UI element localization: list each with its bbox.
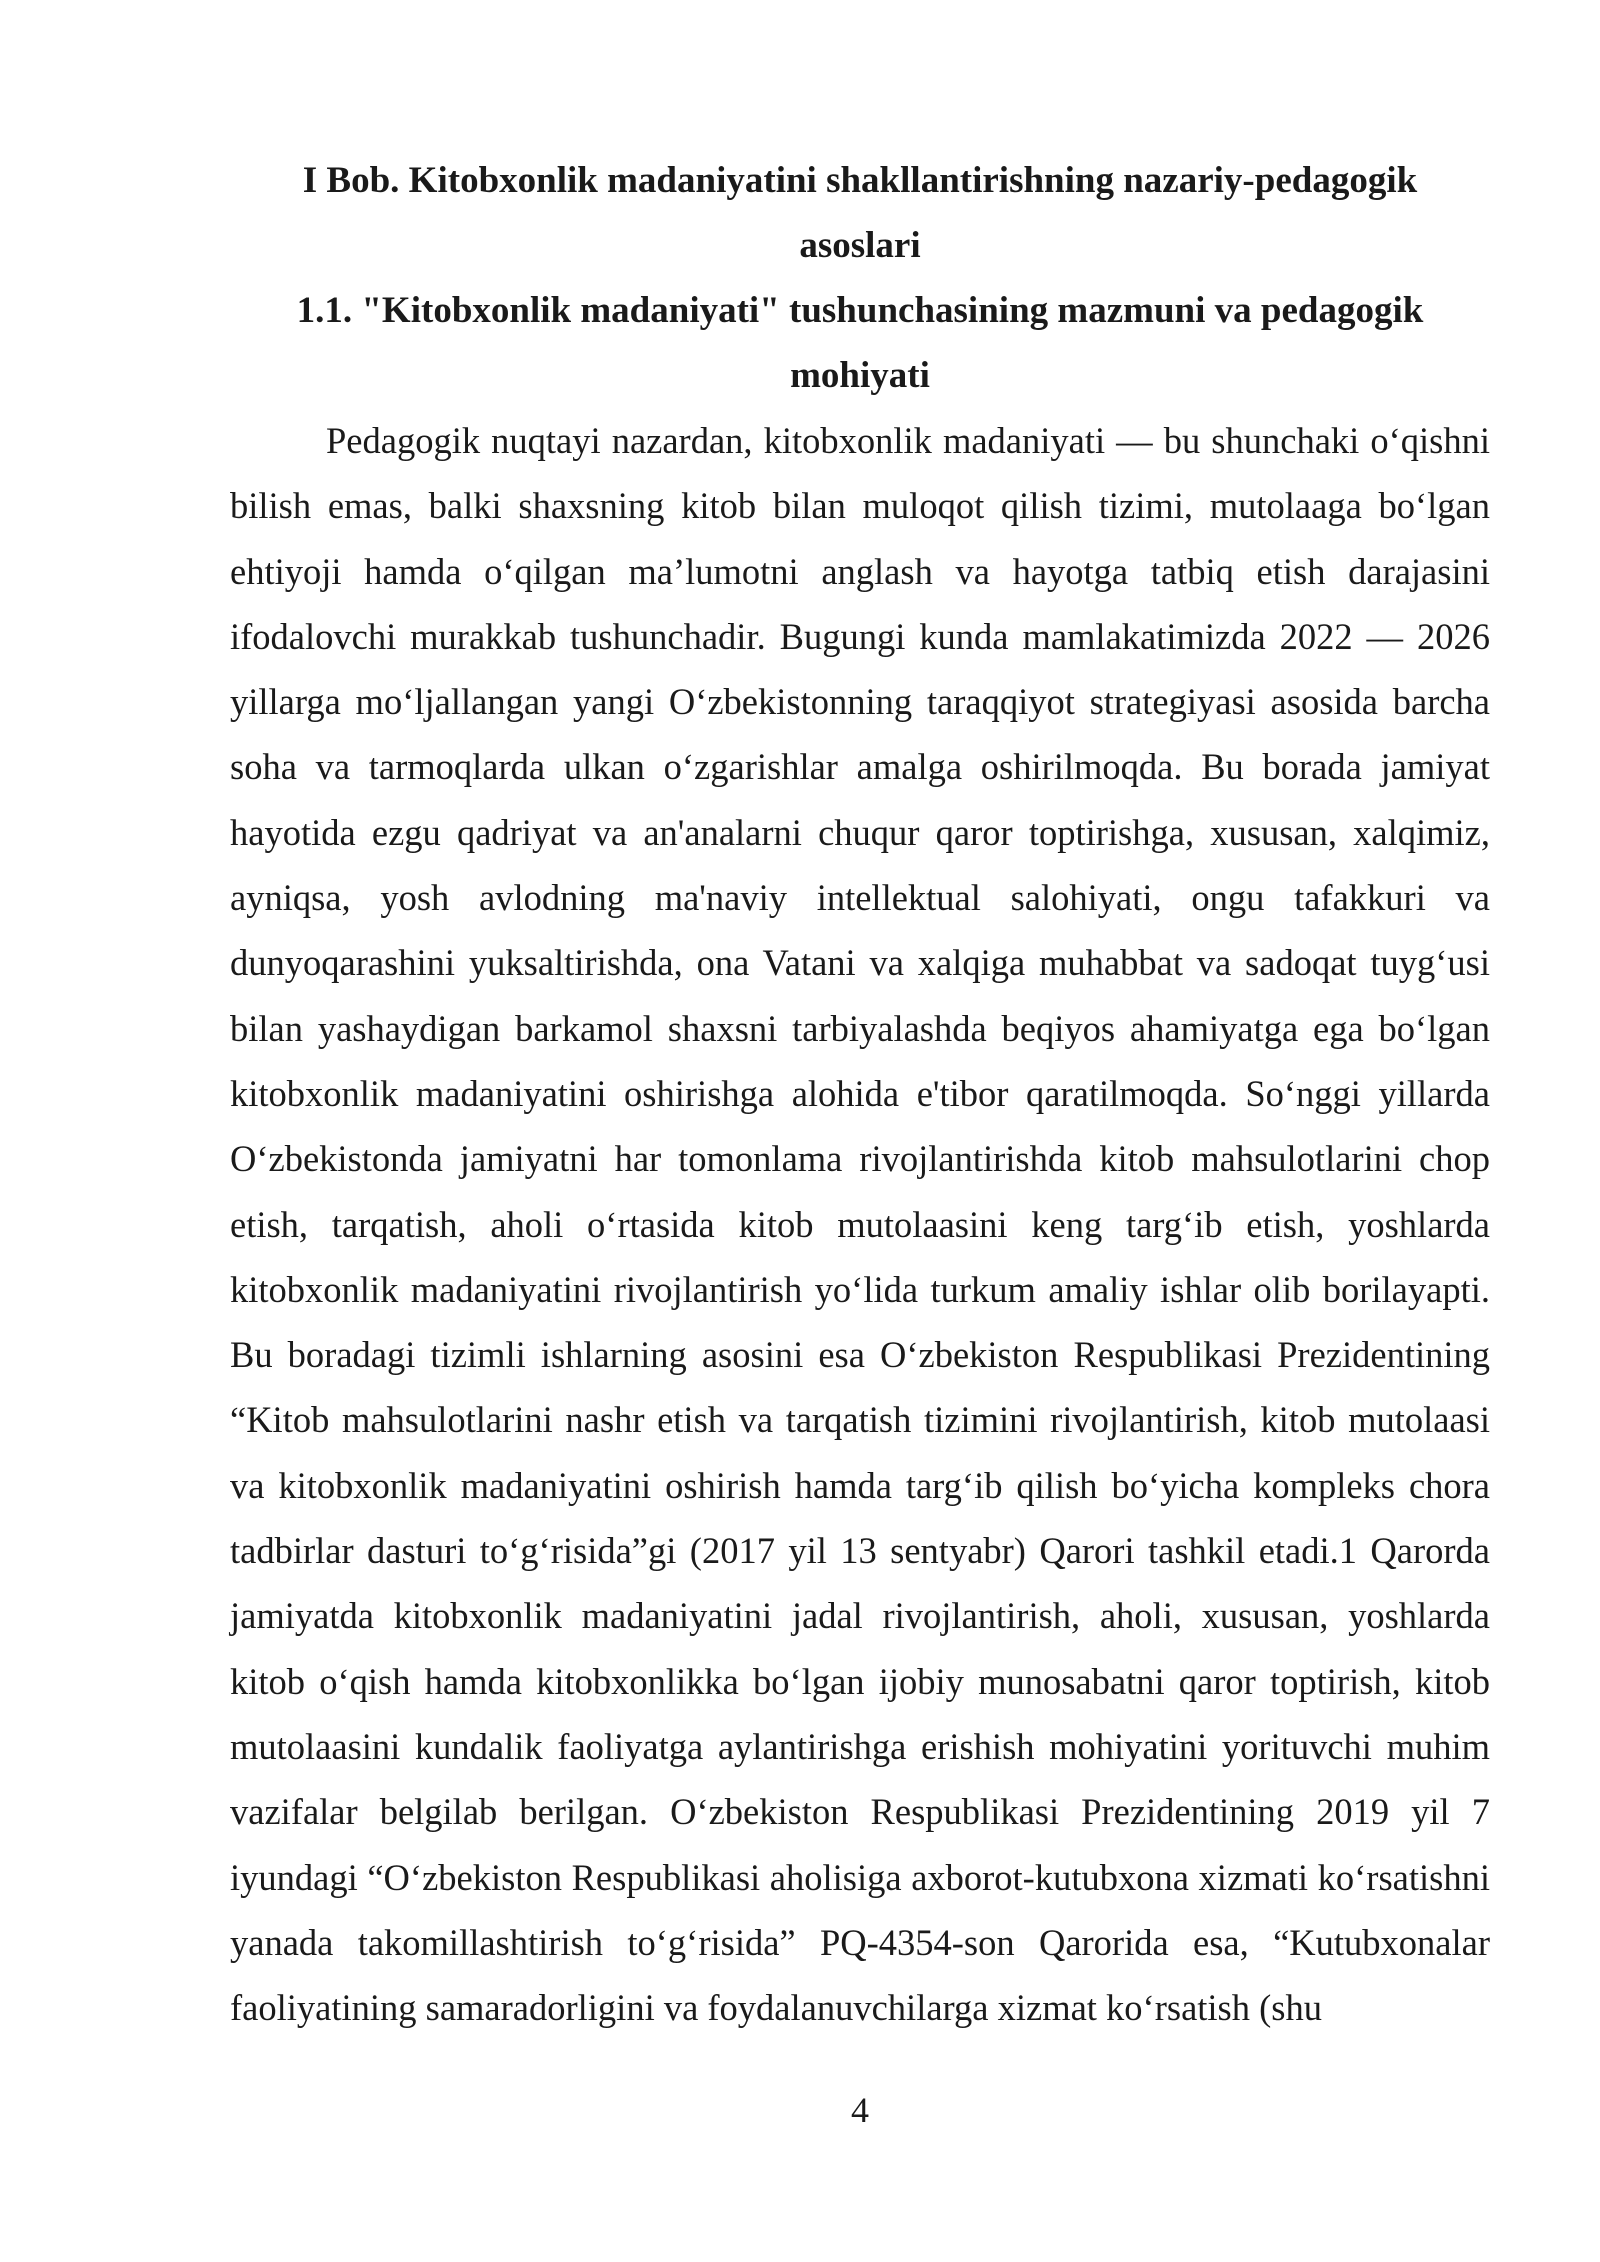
document-page xyxy=(230,148,1490,2040)
chapter-title: I Bob. Kitobxonlik madaniyatini shakllantirishning nazariy-pedagogik asoslari xyxy=(302,160,1418,266)
body-paragraph: Pedagogik nuqtayi nazardan, kitobxonlik madaniyati — bu shunchaki oʻqishni bilish emas, balki shaxsning kitob bilan muloqot qilish tizimi, mutolaaga boʻlgan ehtiyoji hamda oʻqilgan maʼlumotni anglash va hayotga tatbiq etish darajasini ifodalovchi murakkab tushunchadir. Bugungi kunda mamlakatimizda 2022 — 2026 yillarga moʻljallangan yangi Oʻzbekistonning taraqqiyot strategiyasi asosida barcha soha va tarmoqlarda ulkan oʻzgarishlar amalga oshirilmoqda. Bu borada jamiyat hayotida ezgu qadriyat va an'analarni chuqur qaror toptirishga, xususan, xalqimiz, ayniqsa, yosh avlodning ma'naviy intellektual salohiyati, ongu tafakkuri va dunyoqarashini yuksaltirishda, ona Vatani va xalqiga muhabbat va sadoqat tuygʻusi bilan yashaydigan barkamol shaxsni tarbiyalashda beqiyos ahamiyatga ega boʻlgan kitobxonlik madaniyatini oshirishga alohida e'tibor qaratilmoqda. Soʻnggi yillarda Oʻzbekistonda jamiyatni har tomonlama rivojlantirishda kitob mahsulotlarini chop etish, tarqatish, aholi oʻrtasida kitob mutolaasini keng targʻib etish, yoshlarda kitobxonlik madaniyatini rivojlantirish yoʻlida turkum amaliy ishlar olib borilayapti. Bu boradagi tizimli ishlarning asosini esa Oʻzbekiston Respublikasi Prezidentining “Kitob mahsulotlarini nashr etish va tarqatish tizimini rivojlantirish, kitob mutolaasi va kitobxonlik madaniyatini oshirish hamda targʻib qilish boʻyicha kompleks chora tadbirlar dasturi toʻgʻrisida”gi (2017 yil 13 sentyabr) Qarori tashkil etadi.1 Qarorda jamiyatda kitobxonlik madaniyatini jadal rivojlantirish, aholi, xususan, yoshlarda kitob oʻqish hamda kitobxonlikka boʻlgan ijobiy munosabatni qaror toptirish, kitob mutolaasini kundalik faoliyatga aylantirishga erishish mohiyatini yorituvchi muhim vazifalar belgilab berilgan. Oʻzbekiston Respublikasi Prezidentining 2019 yil 7 iyundagi “Oʻzbekiston Respublikasi aholisiga axborot-kutubxona xizmati koʻrsatishni yanada takomillashtirish toʻgʻrisida” PQ-4354-son Qarorida esa, “Kutubxonalar faoliyatining samaradorligini va foydalanuvchilarga xizmat koʻrsatish (shu xyxy=(230,420,1490,2029)
section-title: 1.1. "Kitobxonlik madaniyati" tushunchasining mazmuni va pedagogik mohiyati xyxy=(296,290,1424,396)
page-number: 4 xyxy=(851,2090,869,2130)
